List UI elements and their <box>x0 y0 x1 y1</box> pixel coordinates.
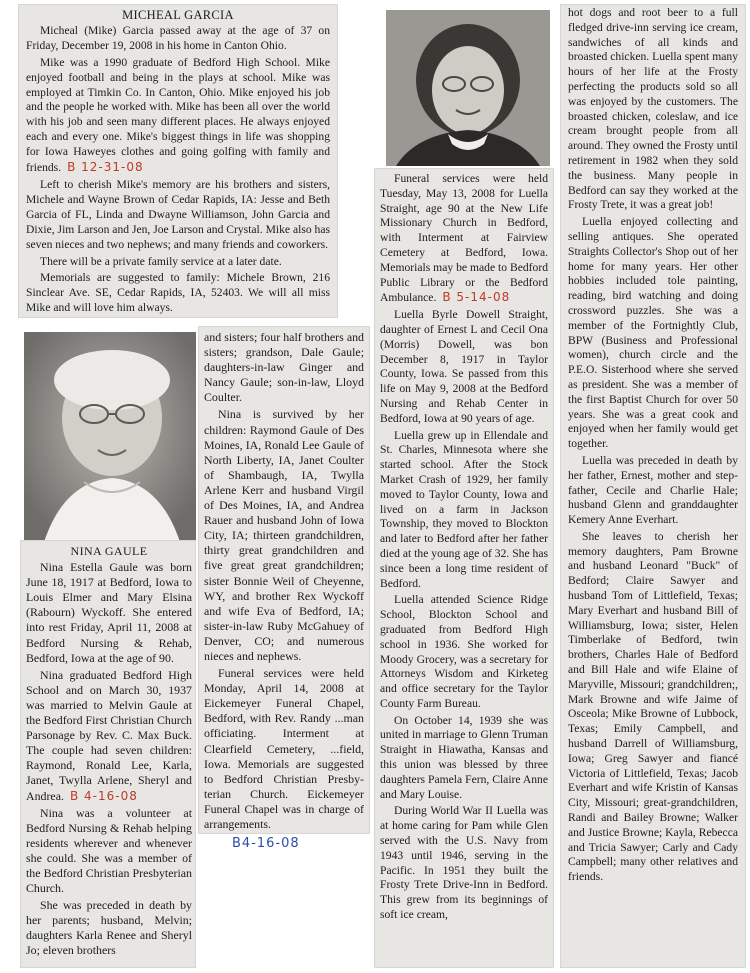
nina-obituary-column-1 <box>20 540 196 968</box>
garcia-name: MICHEAL GARCIA <box>122 8 234 22</box>
luella-paragraph: Funeral services were held Tuesday, May 13, 2008 for Luella Straight, age 90 at the New Life Missionary Church in Bedford, with Interment at Fairview Cemetery at Bedford, Iowa. Memorials may be made to Bedford Public Library or the Bedford Ambulance. B 5-14-08 <box>380 172 548 305</box>
nina-paragraph: Nina is survived by her children: Raymond Gaule of Des Moines, IA, Ronald Lee Gaule of North Liberty, IA, Janet Coulter of Shambaugh, IA, Twylla Arlene Kerr and husband Virgil of Des Moines, IA, and Andrea Rauer and husband John of Iowa City, IA; thirteen grandchildren, thirty great grandchildren and five great great grandchildren; sister Bonnie Weil of Cheyenne, WY, and brother Rex Wyckoff and wife Eva of Bedford, IA; sister-in-law Ruby McGahuey of Denver, CO; and numerous nieces and nephews. <box>204 407 364 663</box>
luella-paragraph: She leaves to cherish her memory daughters, Pam Browne and husband Leonard "Buck" of Bedford; Claire Sawyer and husband Tom of Littlefield, Texas; Mary Everhart and husband Bill of Williamsburg, Iowa; sister, Helen Timberlake of Bedford, twin brothers, Charles Hale of Bedford and Bill Hale and wife Elaine of Maryville, Missouri; grandchildren;, Mark Browne and wife Jaime of Osceola; Mike Browne of Lubbock, Texas; Emily Campbell, and husband Darrell of Williamsburg, Iowa; Greg Sawyer and fiancé Victoria of Littlefield, Texas; Jacob Everhart and wife Kristin of Kansas City, Missouri; great-grandchildren, Randi and Bailey Browne; Walker and Justice Browne; Kayla, Rebecca and Tricia Sawyer; Carly and Cady Campbell; many other relatives and friends. <box>568 529 738 884</box>
handwritten-date: B 4-16-08 <box>69 788 138 803</box>
nina-paragraph: Nina was a volunteer at Bedford Nursing & Rehab helping residents wherever and whenever she could. She was a member of the Bedford Christian Presbyterian Church. <box>26 805 192 896</box>
handwritten-date: B 5-14-08 <box>442 290 511 305</box>
garcia-paragraph: Memorials are suggested to family: Michele Brown, 216 Sinclear Ave. SE, Cedar Rapids, IA, 52403. We will all miss Mike and will love him always. <box>26 271 330 315</box>
nina-paragraph: Nina graduated Bedford High School and on March 30, 1937 was married to Melvin Gaule at the Bedford First Christian Church Parsonage by Rev. C. Max Buck. The couple had seven children: Raymond, Ronald Lee, Karla, Janet, Twylla Arlene, Sheryl and Andrea. B 4-16-08 <box>26 667 192 803</box>
nina-paragraph: Funeral services were held Monday, April 14, 2008 at Eickemeyer Funeral Chapel, Bedford, with Rev. Randy ...man officiating. Interment at Clearfield Cemetery, ...field, Iowa. Memorials are suggested to Bedford Christian Presby-terian Church. Eickemeyer Funeral Chapel was in charge of arrangements. <box>204 666 364 831</box>
handwritten-date: B 12-31-08 <box>67 160 144 175</box>
garcia-paragraph: Left to cherish Mike's memory are his brothers and sisters, Michele and Wayne Brown of Cedar Rapids, IA: Jesse and Beth Garcia of FL, Linda and Dwayne Williamson, John Garcia and Dixie, Jim Larson and Jen, Joe Larson and Crystal. Mike also has seven nieces and two nephews; and many friends and coworkers. <box>26 177 330 251</box>
luella-paragraph: Luella enjoyed collecting and selling antiques. She operated Straights Collector's Shop out of her home for many years. Her other hobbies included tole painting, reading, bird watching and doing crossword puzzles. She was a member of the Fortnightly Club, BPW (Business and Professional women), church circle and the P.E.O. Sisterhood where she served as president. She was a member of the first Baptist Church for over 50 years. She was a great cook and enjoyed when her family would get together. <box>568 215 738 451</box>
handwritten-date: B4-16-08 <box>232 836 300 852</box>
garcia-obituary <box>18 4 338 318</box>
nina-obituary-column-2 <box>198 326 370 852</box>
luella-paragraph: During World War II Luella was at home caring for Pam while Glen served with the U.S. Navy from 1943 until 1946, serving in the Pacific. In 1951 they built the Frosty Trete Drive-Inn in Bedford. This grew from its beginnings of soft ice cream, <box>380 804 548 922</box>
nina-paragraph: Nina Estella Gaule was born June 18, 1917 at Bedford, Iowa to Louis Elmer and Mary Elsina (Rabourn) Wyckoff. She entered into rest Friday, April 11, 2008 at Bedford Nursing & Rehab, Bedford, Iowa at the age of 90. <box>26 560 192 665</box>
luella-paragraph: Luella attended Science Ridge School, Blockton School and graduated from Bedford High school in 1936. She worked for Moody Grocery, was a secretary for Attorneys Wisdom and Kirketeg and office secretary for the Taylor County Farm Bureau. <box>380 593 548 710</box>
garcia-paragraph: Mike was a 1990 graduate of Bedford High School. Mike enjoyed football and being in the plays at school. Mike was employed at Timkin Co. In Canton, Ohio. Mike enjoyed his job and the people he worked with. Mike has been all over the world with his job and seen many different places. He always enjoyed each and every one. Mike's biggest things in life was shopping for Iowa Haweyes clothes and going golfing with family and friends. B 12-31-08 <box>26 55 330 175</box>
nina-portrait-photo <box>24 332 196 542</box>
nina-paragraph: She was preceded in death by her parents; husband, Melvin; daughters Karla Renee and Sheryl Jo; eleven brothers <box>26 898 192 958</box>
luella-obituary-column-2 <box>560 4 746 968</box>
luella-paragraph: Luella grew up in Ellendale and St. Charles, Minnesota where she started school. After the Stock Market Crash of 1929, her family moved to Taylor County, Iowa and lived on a farm in Jackson Township, they moved to Blockton and later to Bedford after her father died at the young age of 32. She has since been a long time resident of Bedford. <box>380 428 548 590</box>
luella-portrait-photo <box>386 10 550 166</box>
garcia-paragraph: There will be a private family service at a later date. <box>40 254 282 268</box>
nina-paragraph: and sisters; four half brothers and sisters; grandson, Dale Gaule; daughters-in-law Ginger and Nancy Gaule; son-in-law, Lloyd Coulter. <box>204 330 364 405</box>
luella-obituary-column-1 <box>374 168 554 968</box>
luella-paragraph: Luella Byrle Dowell Straight, daughter of Ernest L and Cecil Ona (Morris) Dowell, was bon December 8, 1917 in Taylor County, Iowa. Se passed from this life on May 9, 2008 at the Bedford Nursing and Rehab Center in Bedford, Iowa at 90 years of age. <box>380 308 548 425</box>
luella-paragraph: Luella was preceded in death by her father, Ernest, mother and step-father, Cecile and Charlie Hale; husband Glenn and granddaughter Kemery Anne Everhart. <box>568 453 738 527</box>
nina-name: NINA GAULE <box>70 544 148 558</box>
luella-paragraph: hot dogs and root beer to a full fledged drive-inn serving ice cream, sandwiches of all kinds and broasted chicken. Luella spent many hours of her life at the Frosty perfecting the products sold so all was enjoyed by the customers. The broasted chicken, coleslaw, and ice cream brought people from all around. They owned the Frosty until retirement in 1982 when they sold the business. Many people in Bedford can say they worked at the Frosty Trete, it was a great job! <box>568 6 738 212</box>
luella-paragraph: On October 14, 1939 she was united in marriage to Glenn Truman Straight in Hiawatha, Kansas and this union was blessed by three daughters Pamela Fern, Claire Anne and Mary Louise. <box>380 713 548 801</box>
garcia-paragraph: Micheal (Mike) Garcia passed away at the age of 37 on Friday, December 19, 2008 in his home in Canton Ohio. <box>26 23 330 52</box>
